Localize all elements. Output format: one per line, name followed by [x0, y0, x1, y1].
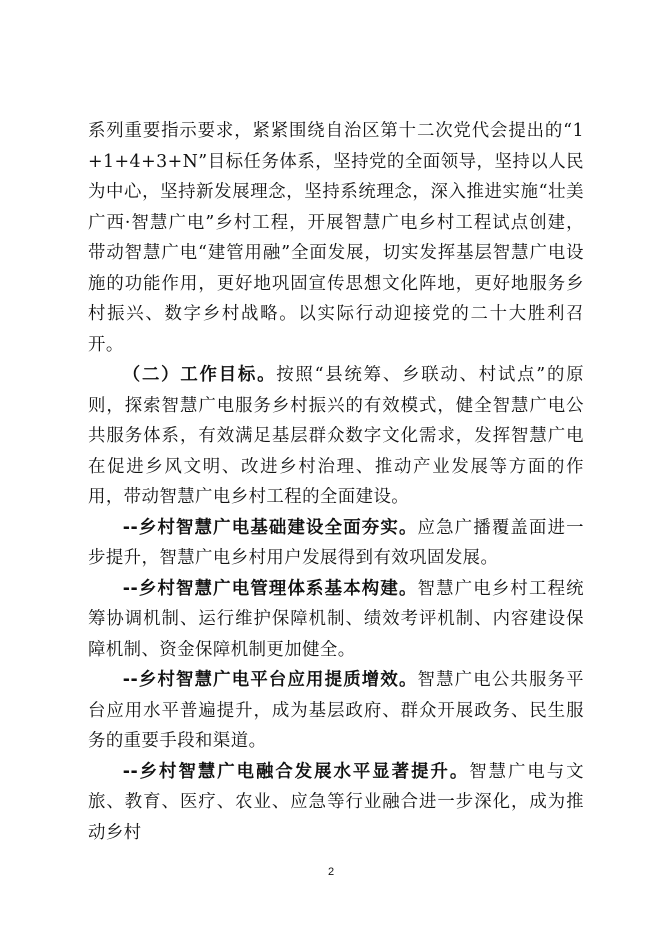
- paragraph-4-text: 智慧广电乡村工程统筹协调机制、运行维护保障机制、绩效考评机制、内容建设保障机制、资金保障机制更加健全。: [88, 578, 584, 660]
- document-page: [88, 116, 584, 848]
- paragraph-6: [88, 757, 584, 849]
- paragraph-5-text: 智慧广电公共服务平台应用水平普遍提升，成为基层政府、群众开展政务、民生服务的重要手段和渠道。: [88, 670, 584, 751]
- paragraph-4-lead: --乡村智慧广电管理体系基本构建。: [122, 578, 418, 599]
- paragraph-1: [88, 116, 584, 360]
- paragraph-5-lead: --乡村智慧广电平台应用提质增效。: [122, 670, 418, 690]
- paragraph-2: [88, 360, 584, 513]
- paragraph-6-lead: --乡村智慧广电融合发展水平显著提升。: [122, 761, 470, 782]
- paragraph-2-text: 按照“县统筹、乡联动、村试点”的原则，探索智慧广电服务乡村振兴的有效模式，健全智慧广电公共服务体系，有效满足基层群众数字文化需求，发挥智慧广电在促进乡风文明、改进乡村治理、推动产业发展等方面的作用，带动智慧广电乡村工程的全面建设。: [88, 365, 584, 507]
- paragraph-1-text: 系列重要指示要求，紧紧围绕自治区第十二次党代会提出的“1+1+4+3+N”目标任务体系，坚持党的全面领导，坚持以人民为中心，坚持新发展理念，坚持系统理念，深入推进实施“壮美广西·智慧广电”乡村工程，开展智慧广电乡村工程试点创建，带动智慧广电“建管用融”全面发展，切实发挥基层智慧广电设施的功能作用，更好地巩固宣传思想文化阵地，更好地服务乡村振兴、数字乡村战略。以实际行动迎接党的二十大胜利召开。: [88, 121, 584, 355]
- paragraph-3: [88, 513, 584, 574]
- paragraph-4: [88, 574, 584, 666]
- paragraph-6-text: 智慧广电与文旅、教育、医疗、农业、应急等行业融合进一步深化，成为推动乡村: [88, 761, 584, 843]
- paragraph-3-text: 应急广播覆盖面进一步提升，智慧广电乡村用户发展得到有效巩固发展。: [88, 517, 584, 568]
- paragraph-2-lead: （二）工作目标。: [122, 365, 277, 385]
- paragraph-5: [88, 665, 584, 757]
- paragraph-3-lead: --乡村智慧广电基础建设全面夯实。: [122, 517, 418, 538]
- page-number: 2: [327, 866, 335, 878]
